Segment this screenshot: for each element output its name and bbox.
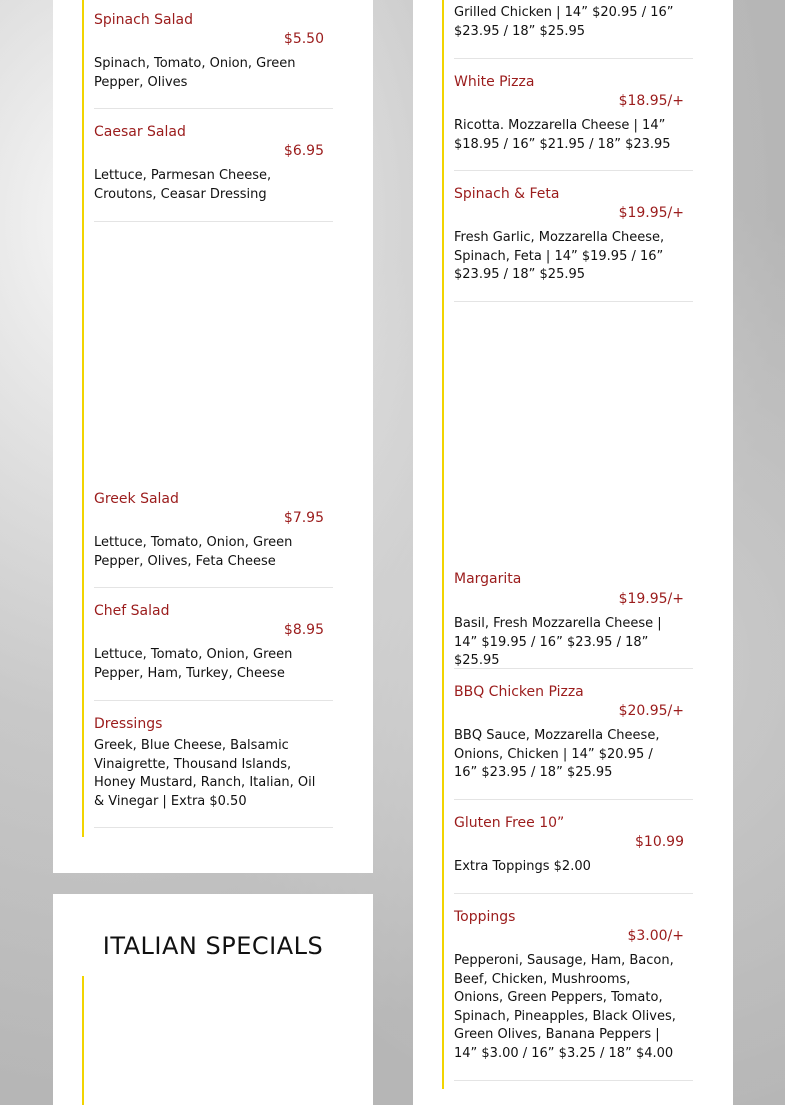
- pizza-menu-card: [413, 0, 733, 1105]
- menu-divider: [94, 827, 333, 828]
- menu-item-description: Fresh Garlic, Mozzarella Cheese, Spinach, Feta | 14” $19.95 / 16” $23.95 / 18” $25.95: [454, 230, 665, 283]
- menu-item-margarita: [454, 571, 694, 669]
- menu-item-greek-salad: [94, 491, 334, 581]
- menu-item-description: Greek, Blue Cheese, Balsamic Vinaigrette, Thousand Islands, Honey Mustard, Ranch, Italian, Oil & Vinegar | Extra $0.50: [94, 738, 316, 809]
- menu-item-description: BBQ Sauce, Mozzarella Cheese, Onions, Chicken | 14” $20.95 / 16” $23.95 / 18” $25.95: [454, 728, 660, 781]
- menu-divider: [94, 221, 333, 222]
- menu-item-price: $20.95/+: [618, 703, 684, 719]
- menu-divider: [94, 108, 333, 109]
- menu-item-name: Spinach & Feta: [454, 186, 560, 202]
- menu-item-toppings: [454, 909, 694, 1074]
- menu-item-name: Dressings: [94, 716, 163, 732]
- menu-divider: [454, 668, 693, 669]
- menu-item-price: $18.95/+: [618, 93, 684, 109]
- menu-item-price: $19.95/+: [618, 591, 684, 607]
- menu-divider: [94, 587, 333, 588]
- menu-item-description: Lettuce, Tomato, Onion, Green Pepper, Olives, Feta Cheese: [94, 535, 293, 569]
- menu-item-description: Grilled Chicken | 14” $20.95 / 16” $23.95 / 18” $25.95: [454, 5, 674, 39]
- menu-item-bbq-chicken-pizza: [454, 684, 694, 794]
- menu-item-name: Toppings: [454, 909, 516, 925]
- menu-item-name: Greek Salad: [94, 491, 179, 507]
- menu-item-description: Lettuce, Tomato, Onion, Green Pepper, Ham, Turkey, Cheese: [94, 647, 293, 681]
- menu-item-price: $7.95: [283, 510, 324, 526]
- menu-divider: [454, 1080, 693, 1081]
- menu-item-description: Pepperoni, Sausage, Ham, Bacon, Beef, Chicken, Mushrooms, Onions, Green Peppers, Tomato, Spinach, Pineapples, Black Olives, Green Olives, Banana Peppers | 14” $3.00 / 16” $3.25 / 18” $4.00: [454, 953, 676, 1061]
- menu-item-white-pizza: [454, 74, 694, 164]
- menu-item-chef-salad: [94, 603, 334, 693]
- menu-item-name: BBQ Chicken Pizza: [454, 684, 584, 700]
- menu-item-description: Lettuce, Parmesan Cheese, Croutons, Ceasar Dressing: [94, 168, 272, 202]
- menu-item-price: $3.00/+: [627, 928, 684, 944]
- menu-divider: [454, 893, 693, 894]
- italian-specials-card: [53, 894, 373, 1105]
- menu-accent-rail: [82, 0, 84, 837]
- salads-menu-card: [53, 0, 373, 873]
- menu-item-name: White Pizza: [454, 74, 535, 90]
- menu-accent-rail: [442, 0, 444, 1089]
- menu-item-description: Extra Toppings $2.00: [454, 859, 591, 874]
- menu-item-price: $6.95: [283, 143, 324, 159]
- menu-item-name: Gluten Free 10”: [454, 815, 565, 831]
- menu-accent-rail: [82, 976, 84, 1105]
- menu-item-name: Chef Salad: [94, 603, 170, 619]
- section-heading: ITALIAN SPECIALS: [102, 932, 324, 960]
- menu-item-price: $19.95/+: [618, 205, 684, 221]
- menu-item-description: Basil, Fresh Mozzarella Cheese | 14” $19.95 / 16” $23.95 / 18” $25.95: [454, 616, 662, 669]
- menu-divider: [454, 170, 693, 171]
- menu-divider: [454, 301, 693, 302]
- menu-item-name: Caesar Salad: [94, 124, 186, 140]
- menu-item-description: Ricotta. Mozzarella Cheese | 14” $18.95 / 16” $21.95 / 18” $23.95: [454, 118, 671, 152]
- menu-item-price: $10.99: [635, 834, 684, 850]
- menu-item-partial: [454, 0, 694, 45]
- menu-item-description: Spinach, Tomato, Onion, Green Pepper, Olives: [94, 56, 296, 90]
- menu-divider: [454, 799, 693, 800]
- menu-item-caesar-salad: [94, 124, 334, 214]
- menu-item-dressings: [94, 716, 334, 821]
- menu-divider: [454, 58, 693, 59]
- menu-item-spinach-salad: [94, 12, 334, 102]
- menu-divider: [94, 700, 333, 701]
- menu-item-spinach-feta: [454, 186, 694, 296]
- menu-item-price: $8.95: [283, 622, 324, 638]
- menu-item-name: Spinach Salad: [94, 12, 193, 28]
- menu-item-price: $5.50: [283, 31, 324, 47]
- menu-item-gluten-free: [454, 815, 694, 885]
- menu-item-name: Margarita: [454, 571, 522, 587]
